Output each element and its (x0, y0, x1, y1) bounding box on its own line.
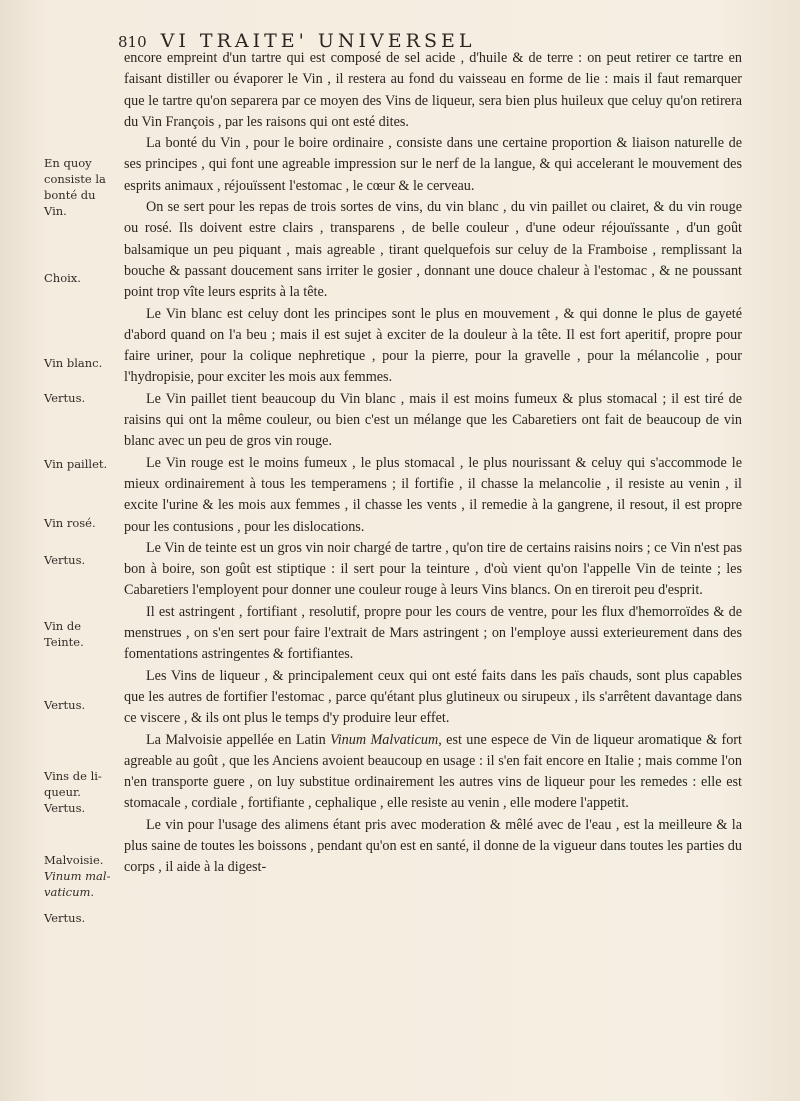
paragraph: Le vin pour l'usage des alimens étant pris avec moderation & mêlé avec de l'eau , est la meilleure & la plus saine de toutes les boissons , pendant qu'on est en santé, il donne de la vigueur dans toutes les parties du corps , il aide à la digest- (124, 816, 742, 876)
page-number: 810 (118, 33, 147, 51)
paragraph: Le Vin rouge est le moins fumeux , le plus stomacal , le plus nourissant & celuy qui s'accommode le mieux ordinairement à tous les temperamens ; il fortifie , il chasse la melancolie , il resiste au venin , il excite l'urine & les mois aux femmes , il chasse les vents , il remedie à la gangrene, il resout, il est propre pour les contusions , pour les dislocations. (124, 454, 742, 535)
paragraph: On se sert pour les repas de trois sortes de vins, du vin blanc , du vin paillet ou clairet, & du vin rouge ou rosé. Ils doivent estre clairs , transparens , de belle couleur , d'une odeur réjouïssante , d'un goût balsamique un peu piquant , mais agreable , tirant quelquefois sur celuy de la Framboise , remplissant la bouche & passant doucement sans irriter le gosier , donnant une douce chaleur à l'estomac , & ne poussant point trop vîte leurs esprits à la tête. (124, 199, 742, 301)
margin-note-vin-blanc: Vin blanc. (44, 356, 103, 370)
margin-note-choix: Choix. (44, 271, 81, 285)
margin-note-vertus-2: Vertus. (44, 553, 86, 567)
paragraph: encore empreint d'un tartre qui est composé de sel acide , d'huile & de terre : on peut retirer ce tartre en faisant distiller ou évaporer le Vin , il restera au fond du vaisseau en forme de lie : mais il faut remarquer que le tartre qu'on separera par ce moyen des Vins de liqueur, sera bien plus huileux que celuy qu'on retirera du Vin François , par les raisons qui ont esté dites. (124, 50, 742, 130)
paragraph-malvoisie: La Malvoisie appellée en Latin Vinum Malvaticum, est une espece de Vin de liqueur aromatique & fort agreable au goût , que les Anciens avoient beaucoup en usage : il s'en fait encore en Italie ; mais comme l'on n'en transporte guere , on luy substitue ordinairement les autres vins de liqueur pour les remedes : elle est stomacale , cordiale , fortifiante , cephalique , elle resiste au venin , elle modere l'appetit. (124, 731, 742, 812)
margin-note-vin-paillet: Vin paillet. (44, 457, 108, 471)
margin-note-vertus-3: Vertus. (44, 698, 86, 712)
paragraph: Le Vin blanc est celuy dont les principes sont le plus en mouvement , & qui donne le plus de gayeté d'abord quand on l'a beu ; mais il est sujet à exciter de la douleur à la tête. Il est fort aperitif, propre pour faire uriner, pour la colique nephretique , pour la pierre, pour la gravelle , pour la mélancolie , pour l'hydropisie, pour exciter les mois aux femmes. (124, 305, 742, 386)
paragraph: Le Vin de teinte est un gros vin noir chargé de tartre , qu'on tire de certains raisins noirs ; ce Vin n'est pas bon à boire, son goût est stiptique : il sert pour la teinture , d'où vient qu'on l'appelle Vin de teinte ; les Cabaretiers l'employent pour donner une couleur rouge à leurs Vins blancs. On en tireroit peu d'esprit. (124, 539, 742, 599)
margin-note-vin-rose: Vin rosé. (44, 516, 96, 530)
margin-note-vertus-4: Vertus. (44, 911, 86, 925)
latin-term: Vinum Malvaticum (330, 731, 439, 748)
margin-note-bonte: En quoy consiste la bonté du Vin. (44, 156, 106, 218)
main-text (124, 48, 742, 879)
paragraph: La bonté du Vin , pour le boire ordinaire , consiste dans une certaine proportion & liaison naturelle de ses principes , qui font une agreable impression sur le nerf de la langue, & qui accelerant le mouvement des esprits animaux , réjouïssent l'estomac , le cœur & le cerveau. (124, 135, 742, 194)
paragraph: Les Vins de liqueur , & principalement ceux qui ont esté faits dans les païs chauds, sont plus capables que les autres de fortifier l'estomac , parce qu'étant plus glutineux ou sirupeux , ils s'arrêtent davantage dans ce viscere , & ils ont plus le temps d'y produire leur effet. (124, 667, 742, 727)
margin-note-vertus-1: Vertus. (44, 391, 86, 405)
paragraph: Il est astringent , fortifiant , resolutif, propre pour les cours de ventre, pour les flux d'hemorroïdes & de menstrues , on s'en sert pour faire l'extrait de Mars astringent ; on l'employe aussi exterieurement dans des fomentations astringentes & fortifiantes. (124, 603, 742, 663)
margin-note-vins-de-liqueur: Vins de li- queur. Vertus. (44, 769, 102, 815)
margin-note-malvoisie: Malvoisie. Vinum mal- vaticum. (44, 853, 111, 899)
margin-note-vin-de-teinte: Vin de Teinte. (44, 619, 84, 649)
paragraph: Le Vin paillet tient beaucoup du Vin blanc , mais il est moins fumeux & plus stomacal ; il est tiré de raisins qui ont la même couleur, ou bien c'est un mélange que les Cabaretiers ont fait de beaucoup de vin blanc avec un peu de gros vin rouge. (124, 390, 742, 450)
running-title: VI TRAITE' UNIVERSEL (160, 30, 476, 52)
